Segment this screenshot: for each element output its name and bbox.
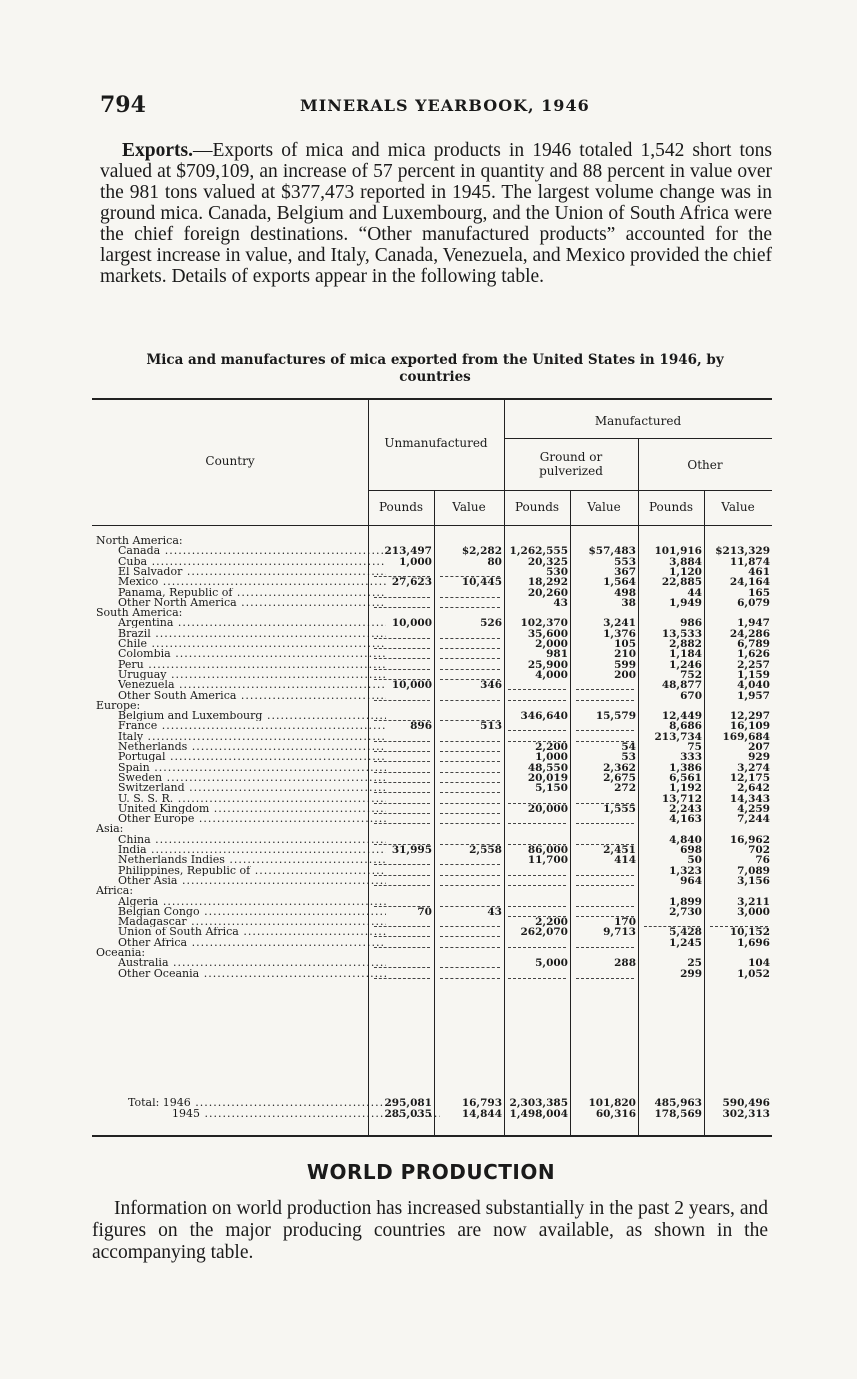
- country-name: Netherlands .....: [118, 742, 386, 752]
- page-header: [100, 92, 770, 122]
- table-cell: 1,052: [737, 967, 770, 980]
- table-cell: 1,000: [535, 751, 568, 764]
- table-cell: 1,000: [399, 555, 432, 568]
- region-label: North America:: [96, 536, 183, 546]
- table-cell: 1,696: [737, 936, 770, 949]
- table-cell: $2,282: [461, 545, 502, 558]
- country-name: Portugal .....: [118, 752, 386, 762]
- table-cell: 262,070: [520, 926, 568, 939]
- table-cell: 3,884: [669, 555, 702, 568]
- table-row: [92, 897, 772, 907]
- table-cell: 1,262,555: [509, 545, 568, 558]
- country-name: France .....: [118, 721, 386, 731]
- table-row: [92, 588, 772, 598]
- unmanufactured-header: Unmanufactured: [384, 436, 488, 450]
- country-name: Colombia .....: [118, 649, 386, 659]
- country-name: United Kingdom .....: [118, 804, 386, 814]
- table-cell: 102,370: [520, 617, 568, 630]
- table-row: [92, 732, 772, 742]
- table-cell: 986: [680, 617, 702, 630]
- table-cell: 1,386: [669, 761, 702, 774]
- table-cell: 10,000: [391, 617, 432, 630]
- table-cell: 35,600: [527, 627, 568, 640]
- exports-table: [92, 398, 772, 1138]
- country-name: Other North America .....: [118, 598, 386, 608]
- table-cell: 6,789: [737, 638, 770, 650]
- table-cell: 27,623: [391, 576, 432, 589]
- region-row: [92, 608, 772, 618]
- table-cell: 3,241: [603, 617, 636, 630]
- table-cell: 964: [680, 874, 702, 887]
- table-cell: 15,579: [595, 710, 636, 723]
- table-cell: 20,019: [527, 771, 568, 784]
- table-cell: 210: [614, 648, 636, 661]
- country-header: Country: [205, 454, 255, 468]
- table-cell: 12,297: [729, 710, 770, 723]
- table-cell: 1,246: [669, 658, 702, 671]
- table-cell: 178,569: [654, 1108, 702, 1120]
- table-row: [92, 783, 772, 793]
- table-cell: 5,428: [669, 926, 702, 939]
- table-cell: 461: [748, 565, 770, 578]
- table-cell: 50: [687, 854, 702, 867]
- country-name: Netherlands Indies .....: [118, 855, 386, 865]
- table-cell: 346,640: [520, 710, 568, 723]
- country-name: Italy .....: [118, 732, 386, 742]
- table-cell: 54: [621, 741, 636, 753]
- country-name: U. S. S. R. .....: [118, 794, 386, 804]
- table-cell: 16,793: [461, 1097, 502, 1109]
- table-cell: 5,150: [535, 782, 568, 795]
- table-cell: 2,730: [669, 905, 702, 918]
- table-cell: 285,035: [384, 1108, 432, 1120]
- table-cell: 553: [614, 555, 636, 568]
- blank-cell-leader: [508, 978, 566, 979]
- table-cell: 2,257: [737, 658, 770, 671]
- table-cell: 76: [755, 854, 770, 867]
- country-name: Spain .....: [118, 763, 386, 773]
- table-cell: 8,686: [669, 720, 702, 733]
- page-number: 794: [100, 92, 146, 118]
- table-cell: 2,200: [535, 741, 568, 753]
- table-cell: 288: [614, 957, 636, 970]
- country-name: Other South America .....: [118, 691, 386, 701]
- table-cell: 590,496: [722, 1097, 770, 1109]
- region-label: Asia:: [96, 824, 124, 835]
- table-row: [92, 691, 772, 701]
- country-name: Brazil .....: [118, 629, 386, 639]
- table-cell: 24,164: [729, 576, 770, 589]
- table-cell: 4,040: [737, 679, 770, 692]
- table-cell: 513: [480, 720, 502, 733]
- table-cell: 2,558: [469, 844, 502, 856]
- table-row: [92, 577, 772, 587]
- world-production-paragraph: Information on world production has increased substantially in the past 2 years, and figures on the major producing countries are now available, as shown in the accompanying table.: [92, 1198, 768, 1263]
- table-cell: 5,000: [535, 957, 568, 970]
- table-cell: 752: [680, 668, 702, 681]
- table-cell: 20,000: [527, 802, 568, 815]
- table-row: [92, 866, 772, 876]
- table-cell: 25: [687, 957, 702, 970]
- table-bottom-rule: [92, 1135, 772, 1137]
- table-row: [92, 598, 772, 608]
- region-row: [92, 886, 772, 896]
- region-label: Oceania:: [96, 948, 146, 958]
- other-value-header: Value: [721, 500, 755, 514]
- table-cell: 346: [480, 679, 502, 692]
- country-name: Venezuela .....: [118, 680, 386, 690]
- table-cell: 530: [546, 565, 568, 578]
- running-head: MINERALS YEARBOOK, 1946: [300, 96, 590, 115]
- country-name: Mexico .....: [118, 577, 386, 587]
- table-cell: 3,274: [737, 761, 770, 774]
- table-cell: 80: [487, 555, 502, 568]
- country-name: Cuba .....: [118, 557, 386, 567]
- region-row: [92, 948, 772, 958]
- table-cell: 24,286: [729, 627, 770, 640]
- table-cell: 367: [614, 565, 636, 578]
- table-cell: 2,362: [603, 761, 636, 774]
- country-name: Other Asia .....: [118, 876, 386, 886]
- exports-lead: Exports.: [122, 140, 193, 161]
- table-cell: 272: [614, 782, 636, 795]
- country-name: Peru .....: [118, 660, 386, 670]
- total-label: Total: 1946 .....: [128, 1098, 396, 1108]
- total-row: [92, 1109, 772, 1119]
- table-cell: 302,313: [722, 1108, 770, 1120]
- table-title-line-1: Mica and manufactures of mica exported from the United States in 1946, by: [146, 352, 724, 368]
- table-cell: 2,451: [603, 844, 636, 856]
- table-cell: 13,712: [661, 792, 702, 805]
- blank-cell-leader: [374, 978, 430, 979]
- region-label: Africa:: [96, 886, 134, 897]
- table-cell: 38: [621, 596, 636, 609]
- region-row: [92, 824, 772, 834]
- table-cell: 1,184: [669, 648, 702, 661]
- table-row: [92, 721, 772, 731]
- table-cell: 1,899: [669, 895, 702, 908]
- other-header: Other: [687, 458, 723, 472]
- table-cell: 498: [614, 586, 636, 599]
- table-cell: 7,089: [737, 864, 770, 877]
- country-name: Chile .....: [118, 639, 386, 649]
- country-name: India .....: [118, 845, 386, 855]
- ground-pounds-header: Pounds: [514, 500, 560, 514]
- table-cell: 101,820: [588, 1097, 636, 1109]
- country-name: Union of South Africa .....: [118, 927, 386, 937]
- ground-value-header: Value: [587, 500, 621, 514]
- table-cell: 9,713: [603, 926, 636, 939]
- table-cell: $213,329: [715, 545, 770, 558]
- table-cell: 11,700: [527, 854, 568, 867]
- table-row: [92, 752, 772, 762]
- table-cell: 702: [748, 844, 770, 856]
- table-row: [92, 546, 772, 556]
- ground-header: Ground or pulverized: [539, 450, 603, 478]
- table-cell: 70: [417, 905, 432, 918]
- table-cell: 1,323: [669, 864, 702, 877]
- table-cell: 25,900: [527, 658, 568, 671]
- unman-value-header: Value: [452, 500, 486, 514]
- table-cell: $57,483: [588, 545, 636, 558]
- table-cell: 1,564: [603, 576, 636, 589]
- table-cell: 169,684: [722, 730, 770, 743]
- table-row: [92, 814, 772, 824]
- table-cell: 1,947: [737, 617, 770, 630]
- region-label: Europe:: [96, 700, 141, 711]
- table-cell: 2,000: [535, 638, 568, 650]
- country-name: Belgium and Luxembourg .....: [118, 711, 386, 721]
- table-cell: 4,840: [669, 833, 702, 846]
- table-row: [92, 742, 772, 752]
- country-name: Sweden .....: [118, 773, 386, 783]
- table-cell: 333: [680, 751, 702, 764]
- table-cell: 2,243: [669, 802, 702, 815]
- table-cell: 1,498,004: [509, 1108, 568, 1120]
- table-cell: 3,156: [737, 874, 770, 887]
- table-cell: 105: [614, 638, 636, 650]
- table-cell: 929: [748, 751, 770, 764]
- table-cell: 2,200: [535, 916, 568, 929]
- table-cell: 43: [553, 596, 568, 609]
- table-cell: 295,081: [384, 1097, 432, 1109]
- table-cell: 10,000: [391, 679, 432, 692]
- table-row: [92, 927, 772, 937]
- table-row: [92, 680, 772, 690]
- table-cell: 18,292: [527, 576, 568, 589]
- country-name: Belgian Congo .....: [118, 907, 386, 917]
- other-pounds-header: Pounds: [648, 500, 694, 514]
- exports-text: —Exports of mica and mica products in 1946 totaled 1,542 short tons valued at $709,109, an increase of 57 percent in quantity and 88 percent in value over the 981 tons valued at $377,473 reported in 1945. The largest volume change was in ground mica. Canada, Belgium and Luxembourg, and the Union of South Africa were the chief foreign destinations. “Other manufactured products” accounted for the largest increase in value, and Italy, Canada, Venezuela, and Mexico provided the chief markets. Details of exports appear in the following table.: [100, 140, 772, 287]
- country-name: Uruguay .....: [118, 670, 386, 680]
- country-name: Switzerland .....: [118, 783, 386, 793]
- table-cell: 86,000: [527, 844, 568, 856]
- table-row: [92, 958, 772, 968]
- table-cell: 48,550: [527, 761, 568, 774]
- table-cell: 1,949: [669, 596, 702, 609]
- table-cell: 2,675: [603, 771, 636, 784]
- table-cell: 4,259: [737, 802, 770, 815]
- world-production-heading: WORLD PRODUCTION: [306, 1160, 556, 1184]
- table-title: [98, 352, 772, 386]
- country-name: China .....: [118, 835, 386, 845]
- table-cell: 22,885: [661, 576, 702, 589]
- country-name: Philippines, Republic of .....: [118, 866, 386, 876]
- table-cell: 3,211: [737, 895, 770, 908]
- table-cell: 981: [546, 648, 568, 661]
- country-name: Panama, Republic of .....: [118, 588, 386, 598]
- blank-cell-leader: [576, 978, 634, 979]
- table-cell: 44: [687, 586, 702, 599]
- table-cell: 299: [680, 967, 702, 980]
- table-cell: 485,963: [654, 1097, 702, 1109]
- table-cell: 4,163: [669, 813, 702, 826]
- region-label: South America:: [96, 608, 183, 619]
- table-cell: 14,844: [461, 1108, 502, 1120]
- total-label: 1945 .....: [172, 1109, 440, 1119]
- table-row: [92, 660, 772, 670]
- table-cell: 2,642: [737, 782, 770, 795]
- table-cell: 1,159: [737, 668, 770, 681]
- table-cell: 1,120: [669, 565, 702, 578]
- country-name: Canada .....: [118, 546, 386, 556]
- table-cell: 170: [614, 916, 636, 929]
- table-cell: 4,000: [535, 668, 568, 681]
- blank-cell-leader: [440, 978, 500, 979]
- table-row: [92, 855, 772, 865]
- table-cell: 599: [614, 658, 636, 671]
- table-cell: 13,533: [661, 627, 702, 640]
- unman-pounds-header: Pounds: [378, 500, 424, 514]
- table-cell: 1,245: [669, 936, 702, 949]
- table-cell: 20,260: [527, 586, 568, 599]
- country-name: Other Africa .....: [118, 938, 386, 948]
- table-cell: 12,175: [729, 771, 770, 784]
- table-cell: 1,626: [737, 648, 770, 661]
- table-row: [92, 649, 772, 659]
- table-cell: 670: [680, 689, 702, 702]
- total-row: [92, 1098, 772, 1108]
- table-row: [92, 618, 772, 628]
- table-row: [92, 794, 772, 804]
- table-cell: 165: [748, 586, 770, 599]
- table-cell: 3,000: [737, 905, 770, 918]
- table-cell: 526: [480, 617, 502, 630]
- table-cell: 1,957: [737, 689, 770, 702]
- table-cell: 10,152: [729, 926, 770, 939]
- country-name: Australia .....: [118, 958, 386, 968]
- table-cell: 896: [410, 720, 432, 733]
- table-cell: 213,734: [654, 730, 702, 743]
- country-name: El Salvador .....: [118, 567, 386, 577]
- table-cell: 1,555: [603, 802, 636, 815]
- table-cell: 43: [487, 905, 502, 918]
- table-cell: 75: [687, 741, 702, 753]
- table-top-rule: [92, 398, 772, 400]
- table-row: [92, 835, 772, 845]
- table-cell: 207: [748, 741, 770, 753]
- table-cell: 16,109: [729, 720, 770, 733]
- table-cell: 104: [748, 957, 770, 970]
- table-cell: 2,882: [669, 638, 702, 650]
- table-cell: 414: [614, 854, 636, 867]
- table-cell: 698: [680, 844, 702, 856]
- table-cell: 1,376: [603, 627, 636, 640]
- country-name: Algeria .....: [118, 897, 386, 907]
- table-cell: 6,561: [669, 771, 702, 784]
- table-cell: 213,497: [384, 545, 432, 558]
- country-name: Argentina .....: [118, 618, 386, 628]
- table-row: [92, 845, 772, 855]
- table-cell: 53: [621, 751, 636, 764]
- table-row: [92, 938, 772, 948]
- country-name: Other Oceania .....: [118, 969, 386, 979]
- table-cell: 200: [614, 668, 636, 681]
- table-cell: 14,343: [729, 792, 770, 805]
- table-title-line-2: countries: [399, 369, 471, 385]
- header-bottom-rule: [92, 525, 772, 526]
- table-cell: 2,303,385: [509, 1097, 568, 1109]
- table-cell: 11,874: [729, 555, 770, 568]
- table-cell: 20,325: [527, 555, 568, 568]
- table-cell: 10,445: [461, 576, 502, 589]
- table-cell: 16,962: [729, 833, 770, 846]
- manufactured-header: Manufactured: [594, 414, 682, 428]
- country-name: Madagascar .....: [118, 917, 386, 927]
- table-cell: 101,916: [654, 545, 702, 558]
- table-cell: 6,079: [737, 596, 770, 609]
- table-cell: 7,244: [737, 813, 770, 826]
- table-cell: 60,316: [595, 1108, 636, 1120]
- table-row: [92, 907, 772, 917]
- table-cell: 31,995: [391, 844, 432, 856]
- table-cell: 1,192: [669, 782, 702, 795]
- country-name: Other Europe .....: [118, 814, 386, 824]
- exports-paragraph: [100, 140, 772, 287]
- table-cell: 48,877: [661, 679, 702, 692]
- table-cell: 12,449: [661, 710, 702, 723]
- table-row: [92, 876, 772, 886]
- table-row: [92, 969, 772, 979]
